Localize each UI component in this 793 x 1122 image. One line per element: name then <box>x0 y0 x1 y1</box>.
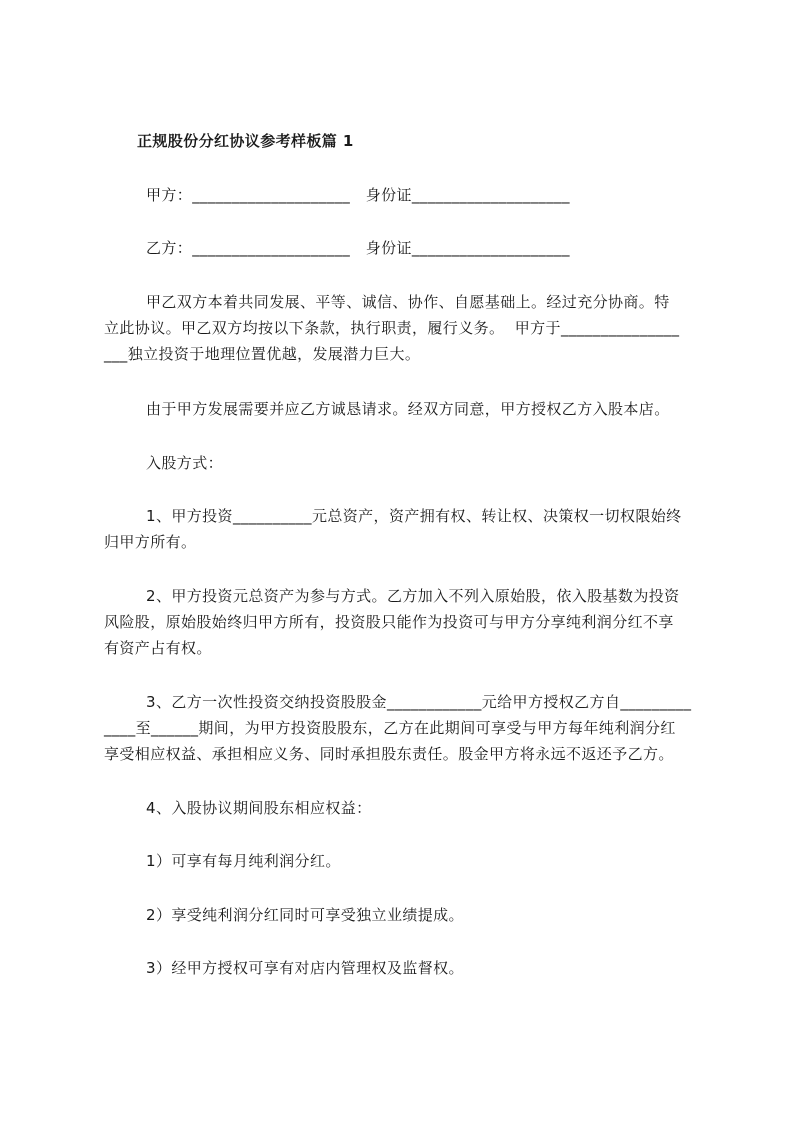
clause-2-line-3: 有资产占有权。 <box>104 639 212 657</box>
clause-3-line-2: ____至______期间，为甲方投资股股东，乙方在此期间可享受与甲方每年纯利润分红 <box>104 719 676 737</box>
clause-1-line-2: 归甲方所有。 <box>104 533 197 551</box>
party-a-line: 甲方：____________________ 身份证____________________ <box>146 186 570 204</box>
right-item-1: 1）可享有每月纯利润分红。 <box>146 852 341 870</box>
clause-3-line-1: 3、乙方一次性投资交纳投资股股金____________元给甲方授权乙方自_________ <box>146 693 692 711</box>
right-item-3: 3）经甲方授权可享有对店内管理权及监督权。 <box>146 959 464 977</box>
intro-line-3: ___独立投资于地理位置优越，发展潜力巨大。 <box>104 345 421 363</box>
right-item-2: 2）享受纯利润分红同时可享受独立业绩提成。 <box>146 906 464 924</box>
intro-line-1: 甲乙双方本着共同发展、平等、诚信、协作、自愿基础上。经过充分协商。特 <box>146 293 670 311</box>
clause-3-line-3: 享受相应权益、承担相应义务、同时承担股东责任。股金甲方将永远不返还予乙方。 <box>104 745 674 763</box>
clause-2-line-1: 2、甲方投资元总资产为参与方式。乙方加入不列入原始股，依入股基数为投资 <box>146 587 680 605</box>
clause-4-heading: 4、入股协议期间股东相应权益： <box>146 799 372 817</box>
clause-1-line-1: 1、甲方投资__________元总资产，资产拥有权、转让权、决策权一切权限始终 <box>146 507 682 525</box>
intro-line-2: 立此协议。甲乙双方均按以下条款，执行职责，履行义务。 甲方于_______________ <box>104 319 680 337</box>
consent-paragraph: 由于甲方发展需要并应乙方诚恳请求。经双方同意，甲方授权乙方入股本店。 <box>146 400 670 418</box>
party-b-line: 乙方：____________________ 身份证____________________ <box>146 239 570 257</box>
document-title: 正规股份分红协议参考样板篇 1 <box>137 132 354 150</box>
section-method-heading: 入股方式： <box>146 454 224 472</box>
clause-2-line-2: 风险股，原始股始终归甲方所有，投资股只能作为投资可与甲方分享纯利润分红不享 <box>104 613 674 631</box>
